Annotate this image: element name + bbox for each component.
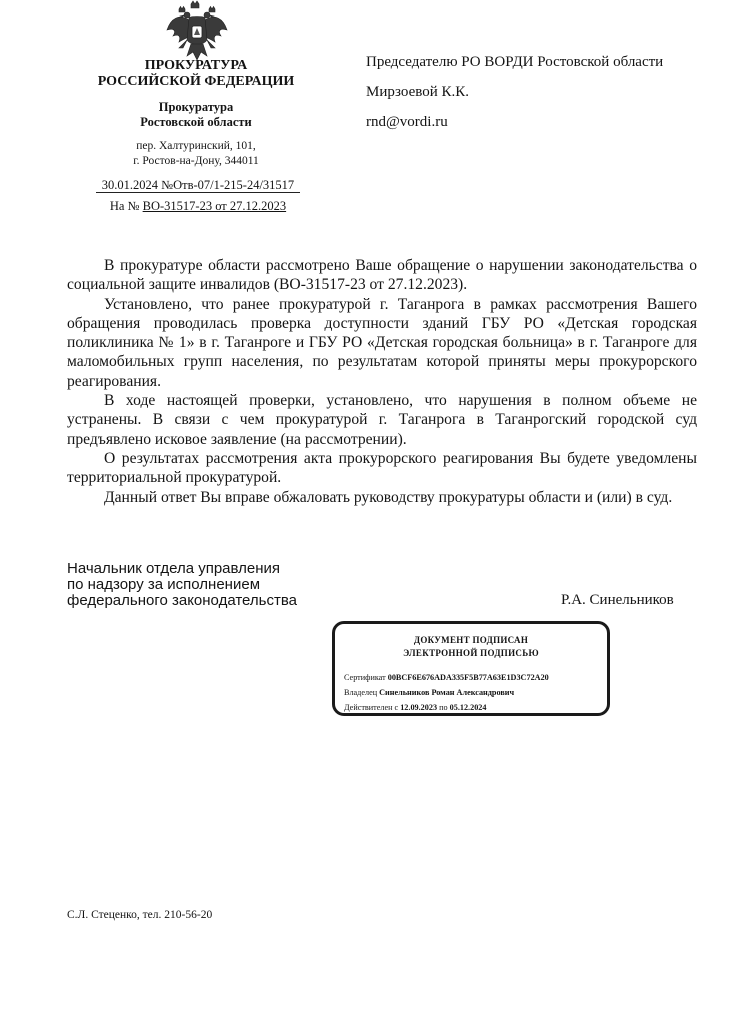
address-line-1: пер. Халтуринский, 101, — [136, 140, 256, 152]
coat-of-arms-emblem — [165, 0, 229, 62]
valid-to-label: по — [439, 703, 448, 712]
reply-reference-value: ВО-31517-23 от 27.12.2023 — [142, 199, 287, 213]
position-line-1: Начальник отдела управления — [67, 560, 281, 577]
electronic-signature-stamp — [332, 621, 610, 716]
executor-note: С.Л. Стеценко, тел. 210-56-20 — [67, 909, 213, 921]
stamp-certificate — [344, 673, 549, 682]
dept-line-2: Ростовской области — [140, 115, 252, 129]
sender-organization — [60, 58, 332, 90]
org-line-2: РОССИЙСКОЙ ФЕДЕРАЦИИ — [97, 74, 295, 89]
owner-label: Владелец — [344, 688, 378, 697]
reply-reference — [72, 199, 324, 214]
stamp-validity — [344, 703, 486, 712]
sender-department — [60, 100, 332, 130]
body-paragraph: В прокуратуре области рассмотрено Ваше обращение о нарушении законодательства о социальной защите инвалидов (ВО-31517-23 от 27.12.2023). — [67, 257, 697, 294]
letter-body — [67, 256, 697, 507]
registration-line — [72, 178, 324, 193]
recipient-block — [366, 54, 696, 130]
valid-from: 12.09.2023 — [400, 703, 438, 712]
stamp-title-line-2: ЭЛЕКТРОННОЙ ПОДПИСЬЮ — [403, 648, 539, 658]
sender-address — [60, 139, 332, 169]
address-line-2: г. Ростов-на-Дону, 344011 — [133, 155, 259, 167]
body-paragraph: О результатах рассмотрения акта прокурорского реагирования Вы будете уведомлены территориальной прокуратурой. — [67, 449, 697, 487]
body-paragraph: Установлено, что ранее прокуратурой г. Таганрога в рамках рассмотрения Вашего обращения проводилась проверка доступности зданий ГБУ РО «Детская городская поликлиника № 1» в г. Таганроге и ГБУ РО «Детская городская больница» в г. Таганроге для маломобильных групп населения, по результатам которой приняты меры прокурорского реагирования. — [67, 295, 697, 390]
registration-number: №Отв-07/1-215-24/31517 — [161, 178, 295, 192]
recipient-title: Председателю РО ВОРДИ Ростовской области — [366, 54, 664, 70]
position-line-3: федерального законодательства — [67, 592, 297, 609]
position-line-2: по надзору за исполнением — [67, 576, 261, 593]
certificate-value: 00BCF6E676ADA335F5B77A63E1D3C72A20 — [387, 673, 549, 682]
signatory-position — [67, 561, 327, 609]
registration-stamp — [96, 178, 300, 193]
org-line-1: ПРОКУРАТУРА — [144, 58, 248, 73]
body-paragraph: Данный ответ Вы вправе обжаловать руководству прокуратуры области и (или) в суд. — [104, 488, 673, 506]
certificate-label: Сертификат — [344, 673, 386, 682]
signatory-name: Р.А. Синельников — [561, 592, 674, 608]
stamp-title-line-1: ДОКУМЕНТ ПОДПИСАН — [413, 635, 529, 645]
registration-date: 30.01.2024 — [101, 178, 159, 192]
recipient-email: rnd@vordi.ru — [366, 114, 448, 130]
valid-to: 05.12.2024 — [449, 703, 487, 712]
reply-prefix: На № — [109, 199, 140, 213]
stamp-title — [335, 634, 607, 660]
recipient-name: Мирзоевой К.К. — [366, 84, 469, 100]
dept-line-1: Прокуратура — [158, 100, 234, 114]
stamp-owner — [344, 688, 514, 697]
valid-label: Действителен с — [344, 703, 399, 712]
body-paragraph: В ходе настоящей проверки, установлено, что нарушения в полном объеме не устранены. В связи с чем прокуратурой г. Таганрога в Таганрогский городской суд предъявлено исковое заявление (на рассмотрении). — [67, 392, 697, 448]
owner-value: Синельников Роман Александрович — [379, 688, 515, 697]
